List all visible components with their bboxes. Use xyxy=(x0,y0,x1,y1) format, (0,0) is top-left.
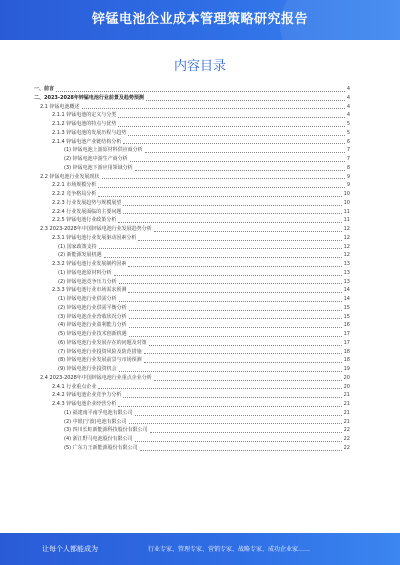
toc-entry-label: 2.3.2 锌锰电池行业发展制约因素 xyxy=(52,261,127,267)
toc-entry-page: 18 xyxy=(343,348,350,355)
toc-entry-page: 21 xyxy=(343,392,350,399)
toc-entry[interactable] xyxy=(34,374,350,383)
toc-entry-label: (5) 广东力王新能源股份有限公司 xyxy=(64,444,138,451)
toc-entry[interactable] xyxy=(34,269,350,278)
toc-leader-dots xyxy=(123,212,341,214)
toc-entry-label: (8) 锌锰电池行业发展前景与市场预测 xyxy=(58,357,142,364)
toc-entry-label: 2.4.1 行业重点企业 xyxy=(52,383,97,390)
toc-entry-label: (2) 新能源发展机遇 xyxy=(58,252,102,259)
toc-leader-dots xyxy=(129,326,342,328)
toc-entry-page: 7 xyxy=(346,147,350,154)
toc-leader-dots xyxy=(128,291,341,293)
toc-entry[interactable] xyxy=(34,234,350,243)
toc-entry-page: 11 xyxy=(343,208,350,215)
toc-leader-dots xyxy=(82,107,345,109)
footer-slogan: 让每个人都能成为 xyxy=(42,545,98,553)
toc-entry-page: 21 xyxy=(343,409,350,416)
toc-leader-dots xyxy=(102,177,345,179)
toc-entry[interactable] xyxy=(34,199,350,208)
toc-entry[interactable] xyxy=(34,286,350,295)
toc-leader-dots xyxy=(149,344,342,346)
toc-entry[interactable] xyxy=(34,190,350,199)
toc-leader-dots xyxy=(150,431,342,433)
toc-entry-label: 2.4.2 锌锰电池企业竞争力分析 xyxy=(52,392,122,399)
toc-entry[interactable] xyxy=(34,111,350,120)
toc-entry-label: (2) 锌锰电池中游生产商分析 xyxy=(64,156,128,162)
toc-entry-page: 10 xyxy=(343,191,350,197)
toc-entry-page: 15 xyxy=(343,313,350,320)
toc-entry[interactable] xyxy=(34,383,350,392)
toc-entry-label: 2.3.3 锌锰电池行业市场需求预测 xyxy=(52,287,127,294)
toc-entry-page: 4 xyxy=(346,86,350,92)
toc-entry-page: 4 xyxy=(346,94,350,101)
toc-entry-page: 21 xyxy=(343,418,350,425)
toc-entry[interactable] xyxy=(34,418,350,427)
toc-entry[interactable] xyxy=(34,103,350,112)
toc-entry-page: 20 xyxy=(343,374,350,381)
toc-entry-page: 7 xyxy=(346,156,350,162)
toc-leader-dots xyxy=(129,422,342,424)
toc-entry[interactable] xyxy=(34,138,350,147)
toc-entry-label: 2.1.2 锌锰电池的特点与优势 xyxy=(52,121,117,127)
toc-leader-dots xyxy=(135,414,342,416)
toc-entry-label: 2.4 2023-2028年中国锌锰电池行业重点企业分析 xyxy=(40,374,152,381)
toc-entry-page: 14 xyxy=(343,296,350,302)
toc-leader-dots xyxy=(144,361,342,363)
toc-leader-dots xyxy=(146,99,345,101)
toc-entry[interactable] xyxy=(34,216,350,225)
toc-entry-label: 2.1.1 锌锰电池的定义与分类 xyxy=(52,112,117,119)
toc-leader-dots xyxy=(129,335,342,337)
toc-entry-label: 2.1.4 锌锰电池产业链结构分析 xyxy=(52,138,122,145)
toc-entry-label: 2.1 锌锰电池概述 xyxy=(40,103,80,110)
toc-leader-dots xyxy=(104,256,342,258)
toc-entry-label: 2.2.5 锌锰电池行业政策分析 xyxy=(52,217,117,224)
toc-leader-dots xyxy=(123,142,344,144)
toc-entry-label: (1) 锌锰电池行业供需分析 xyxy=(58,296,117,302)
toc-entry[interactable] xyxy=(34,339,350,348)
toc-entry-page: 22 xyxy=(343,444,350,451)
toc-entry-page: 13 xyxy=(343,261,350,267)
toc-entry-page: 8 xyxy=(346,164,350,171)
toc-entry-label: (2) 中银(宁波)电池有限公司 xyxy=(64,418,127,425)
toc-entry[interactable] xyxy=(34,173,350,182)
toc-entry-label: 2.2.1 市场规模分析 xyxy=(52,182,97,189)
toc-entry[interactable] xyxy=(34,278,350,287)
toc-entry-page: 14 xyxy=(343,287,350,294)
toc-entry[interactable] xyxy=(34,330,350,339)
toc-entry-page: 5 xyxy=(346,121,350,127)
toc-entry[interactable] xyxy=(34,225,350,234)
toc-leader-dots xyxy=(119,282,342,284)
toc-entry-label: (3) 四川长虹新能源科技股份有限公司 xyxy=(64,427,148,434)
toc-entry-label: (9) 锌锰电池行业投资机会 xyxy=(58,366,117,372)
toc-entry[interactable] xyxy=(34,391,350,400)
toc-entry[interactable] xyxy=(34,356,350,365)
toc-entry-label: 二、2023-2028年锌锰电池行业前景及趋势预测 xyxy=(34,94,144,101)
toc-entry-page: 10 xyxy=(343,199,350,206)
toc-entry-label: 2.3 2023-2028年中国锌锰电池行业发展趋势分析 xyxy=(40,226,152,232)
toc-entry-page: 16 xyxy=(343,322,350,329)
toc-entry[interactable] xyxy=(34,400,350,409)
toc-entry[interactable] xyxy=(34,251,350,260)
toc-leader-dots xyxy=(129,309,342,311)
toc-entry-label: (5) 锌锰电池行业技术创新机遇 xyxy=(58,331,127,337)
toc-leader-dots xyxy=(123,396,341,398)
toc-entry[interactable] xyxy=(34,348,350,357)
toc-entry-page: 17 xyxy=(343,331,350,337)
toc-entry[interactable] xyxy=(34,313,350,322)
toc-entry[interactable] xyxy=(34,295,350,304)
toc-entry-page: 22 xyxy=(343,436,350,442)
toc-entry-page: 9 xyxy=(346,182,350,189)
toc-leader-dots xyxy=(128,265,341,267)
toc-entry-page: 12 xyxy=(343,252,350,259)
toc-entry-label: (1) 锌锰电池上游原材料供应商分析 xyxy=(64,147,143,154)
toc-entry-label: 2.3.1 锌锰电池行业发展驱动因素分析 xyxy=(52,234,137,241)
toc-entry-page: 5 xyxy=(346,129,350,136)
toc-leader-dots xyxy=(118,221,341,223)
toc-entry[interactable] xyxy=(34,146,350,155)
toc-entry-label: 2.2 锌锰电池行业发展现状 xyxy=(40,173,100,180)
toc-entry-label: (1) 锌锰电池原材料分析 xyxy=(58,269,112,276)
toc-leader-dots xyxy=(118,116,344,118)
toc-entry-label: (4) 浙江野马电池股份有限公司 xyxy=(64,436,133,442)
toc-entry-label: 2.2.2 竞争格局分析 xyxy=(52,191,97,197)
toc-entry-label: 2.2.4 行业发展面临的主要问题 xyxy=(52,208,122,215)
toc-entry-page: 21 xyxy=(343,401,350,407)
toc-entry-label: 一、前言 xyxy=(34,86,55,92)
toc-leader-dots xyxy=(118,405,341,407)
toc-entry-page: 12 xyxy=(343,243,350,250)
toc-entry[interactable] xyxy=(34,435,350,444)
toc-entry-page: 4 xyxy=(346,103,350,110)
toc-entry-label: (3) 锌锰电池企业营收状况分析 xyxy=(58,313,127,320)
toc-entry-page: 19 xyxy=(343,366,350,372)
toc-entry-page: 11 xyxy=(343,217,350,224)
toc-entry[interactable] xyxy=(34,94,350,103)
toc-entry-page: 22 xyxy=(343,427,350,434)
toc-entry-page: 12 xyxy=(343,234,350,241)
toc-leader-dots xyxy=(154,379,342,381)
toc-entry-page: 12 xyxy=(343,226,350,232)
toc-leader-dots xyxy=(145,151,345,153)
toc-entry[interactable] xyxy=(34,426,350,435)
toc-entry[interactable] xyxy=(34,243,350,252)
toc-entry[interactable] xyxy=(34,85,350,94)
toc-entry-label: (4) 锌锰电池行业盈利能力分析 xyxy=(58,322,127,329)
toc-leader-dots xyxy=(114,274,342,276)
toc-leader-dots xyxy=(99,247,342,249)
toc-entry-page: 9 xyxy=(346,173,350,180)
toc-leader-dots xyxy=(98,387,341,389)
table-of-contents xyxy=(34,85,350,453)
toc-entry-label: (7) 锌锰电池行业投资风险及防范措施 xyxy=(58,348,142,355)
toc-leader-dots xyxy=(56,90,345,92)
toc-entry-page: 18 xyxy=(343,357,350,364)
toc-entry-label: 2.2.3 行业发展趋势与规模展望 xyxy=(52,199,122,206)
toc-entry-label: (3) 锌锰电池下游应用领域分析 xyxy=(64,164,133,171)
toc-leader-dots xyxy=(128,134,344,136)
toc-entry[interactable] xyxy=(34,444,350,453)
toc-entry[interactable] xyxy=(34,155,350,164)
toc-entry-page: 13 xyxy=(343,269,350,276)
footer-tagline: 行业专家、管理专家、营销专家、战略专家、成功企业家…… xyxy=(148,546,311,553)
toc-entry-page: 15 xyxy=(343,304,350,311)
toc-leader-dots xyxy=(135,169,345,171)
toc-entry[interactable] xyxy=(34,181,350,190)
toc-leader-dots xyxy=(98,186,345,188)
toc-entry[interactable] xyxy=(34,164,350,173)
toc-leader-dots xyxy=(118,125,344,127)
toc-entry-page: 13 xyxy=(343,278,350,285)
toc-leader-dots xyxy=(98,195,341,197)
toc-entry-page: 17 xyxy=(343,339,350,346)
toc-entry[interactable] xyxy=(34,321,350,330)
toc-leader-dots xyxy=(123,204,341,206)
toc-entry-label: (1) 国家政策支持 xyxy=(58,243,97,250)
toc-entry[interactable] xyxy=(34,260,350,269)
toc-heading: 内容目录 xyxy=(173,59,226,74)
toc-leader-dots xyxy=(138,239,341,241)
toc-leader-dots xyxy=(135,440,342,442)
footer-banner xyxy=(0,533,400,565)
toc-leader-dots xyxy=(154,230,342,232)
toc-entry-label: (6) 锌锰电池行业发展存在的问题及对策 xyxy=(58,339,147,346)
toc-entry-page: 4 xyxy=(346,112,350,119)
toc-entry[interactable] xyxy=(34,304,350,313)
toc-leader-dots xyxy=(140,449,342,451)
toc-leader-dots xyxy=(119,300,342,302)
toc-entry[interactable] xyxy=(34,208,350,217)
toc-entry-label: 2.4.3 锌锰电池企业经营分析 xyxy=(52,401,117,407)
toc-leader-dots xyxy=(129,317,342,319)
toc-entry[interactable] xyxy=(34,365,350,374)
toc-leader-dots xyxy=(119,370,342,372)
toc-entry[interactable] xyxy=(34,120,350,129)
toc-entry-label: (1) 福建南平南孚电池有限公司 xyxy=(64,409,133,416)
toc-entry-label: (2) 锌锰电池行业供需平衡分析 xyxy=(58,304,127,311)
toc-entry-label: (2) 锌锰电池竞争压力分析 xyxy=(58,278,117,285)
toc-entry[interactable] xyxy=(34,129,350,138)
document-title: 锌锰电池企业成本管理策略研究报告 xyxy=(91,12,308,27)
toc-leader-dots xyxy=(130,160,345,162)
header-banner xyxy=(0,0,400,40)
toc-entry-label: 2.1.3 锌锰电池的发展历程与趋势 xyxy=(52,129,127,136)
toc-entry-page: 20 xyxy=(343,383,350,390)
toc-leader-dots xyxy=(144,352,342,354)
toc-entry[interactable] xyxy=(34,409,350,418)
toc-entry-page: 6 xyxy=(346,138,350,145)
